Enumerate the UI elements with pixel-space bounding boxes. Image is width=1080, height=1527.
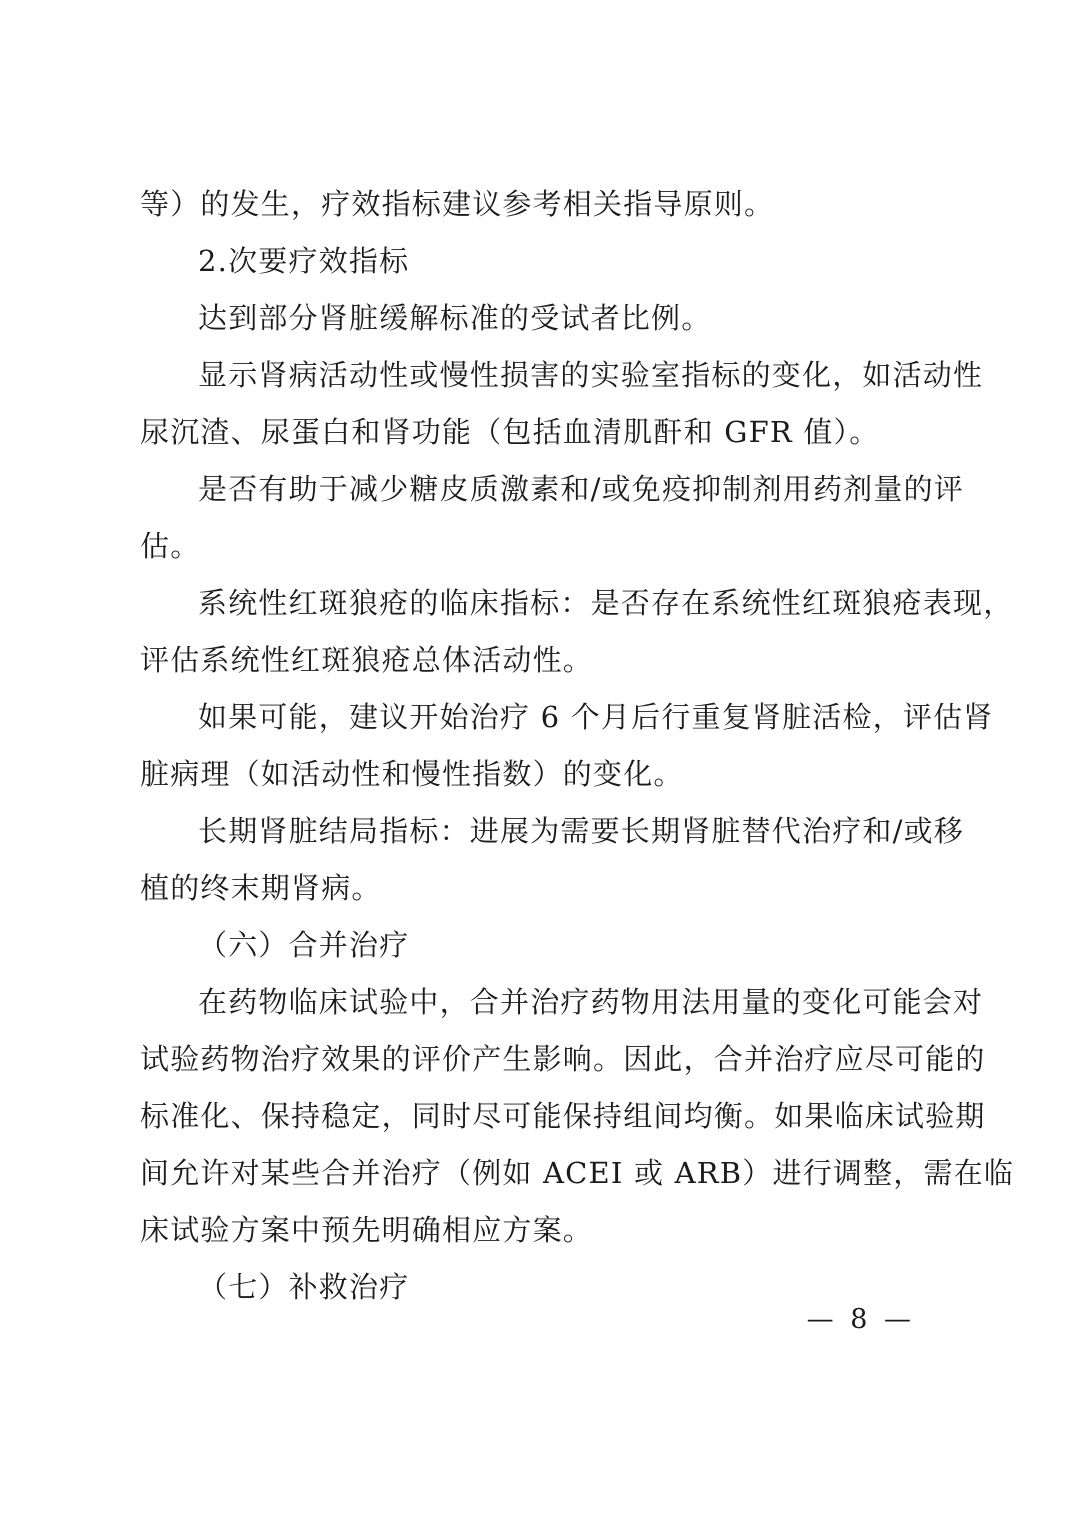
page-number: — 8 —: [806, 1304, 915, 1335]
paragraph-line: 等）的发生，疗效指标建议参考相关指导原则。: [140, 187, 775, 221]
paragraph-line: 达到部分肾脏缓解标准的受试者比例。: [198, 301, 712, 335]
paragraph-line: 间允许对某些合并治疗（例如 ACEI 或 ARB）进行调整，需在临: [140, 1156, 1015, 1190]
paragraph-line: 长期肾脏结局指标：进展为需要长期肾脏替代治疗和/或移: [198, 814, 964, 848]
section-subheading: 2.次要疗效指标: [198, 244, 410, 278]
paragraph-line: 植的终末期肾病。: [140, 871, 382, 905]
section-heading: （六）合并治疗: [198, 928, 410, 962]
paragraph-line: 评估系统性红斑狼疮总体活动性。: [140, 643, 594, 677]
paragraph-line: 试验药物治疗效果的评价产生影响。因此，合并治疗应尽可能的: [140, 1042, 986, 1076]
paragraph-line: 是否有助于减少糖皮质激素和/或免疫抑制剂用药剂量的评: [198, 472, 964, 506]
paragraph-line: 系统性红斑狼疮的临床指标：是否存在系统性红斑狼疮表现，: [198, 586, 1014, 620]
paragraph-line: 在药物临床试验中，合并治疗药物用法用量的变化可能会对: [198, 985, 984, 1019]
document-body: [140, 176, 1015, 1316]
paragraph-line: 尿沉渣、尿蛋白和肾功能（包括血清肌酐和 GFR 值）。: [140, 415, 880, 449]
paragraph-line: 标准化、保持稳定，同时尽可能保持组间均衡。如果临床试验期: [140, 1099, 986, 1133]
paragraph-line: 脏病理（如活动性和慢性指数）的变化。: [140, 757, 684, 791]
paragraph-line: 床试验方案中预先明确相应方案。: [140, 1213, 594, 1247]
paragraph-line: 如果可能，建议开始治疗 6 个月后行重复肾脏活检，评估肾: [198, 700, 994, 734]
section-heading: （七）补救治疗: [198, 1270, 410, 1304]
paragraph-line: 估。: [140, 529, 201, 563]
paragraph-line: 显示肾病活动性或慢性损害的实验室指标的变化，如活动性: [198, 358, 984, 392]
